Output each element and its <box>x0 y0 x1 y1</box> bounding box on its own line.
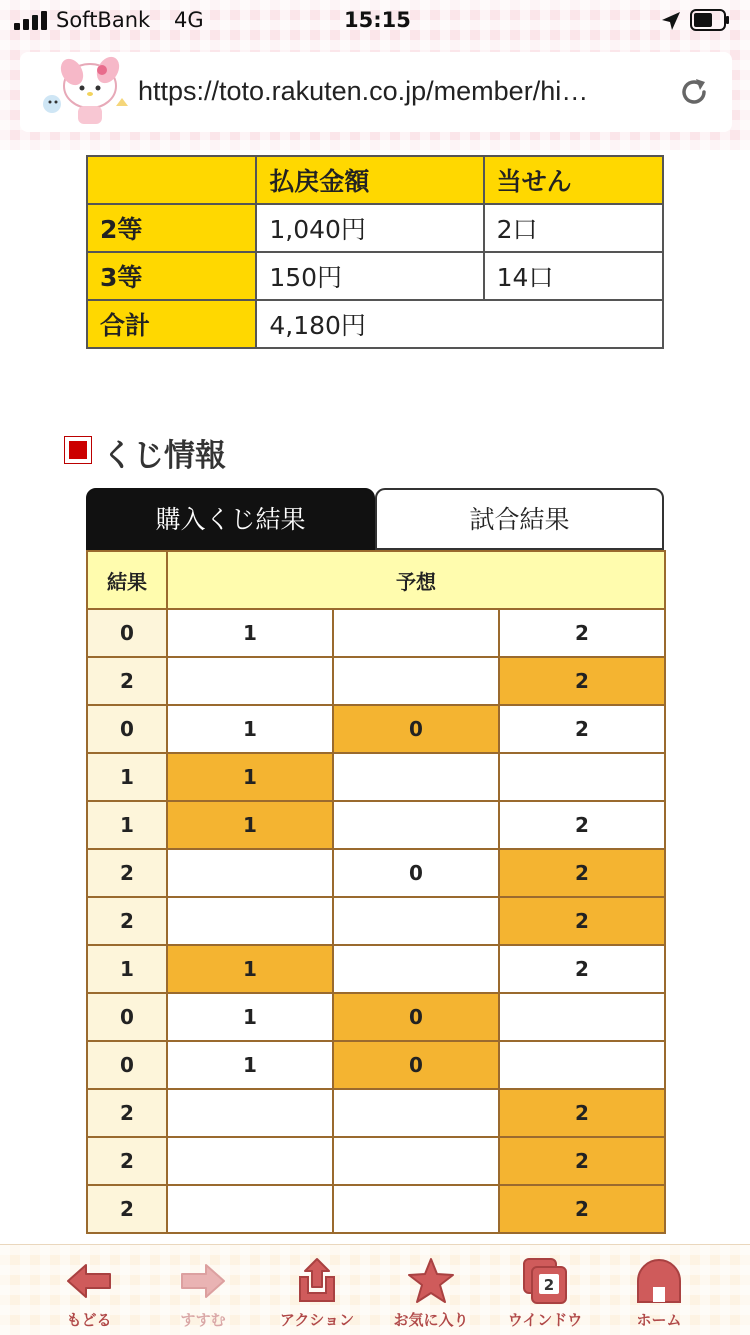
home-button[interactable] <box>602 1245 716 1335</box>
payout-header-row <box>87 156 663 204</box>
grid-result-cell: 1 <box>87 753 167 801</box>
grid-prediction-cell: 1 <box>167 705 333 753</box>
grid-prediction-cell <box>499 993 665 1041</box>
grid-prediction-cell: 2 <box>499 1137 665 1185</box>
battery-icon <box>690 9 730 31</box>
grid-prediction-cell <box>499 753 665 801</box>
grid-prediction-cell <box>333 1089 499 1137</box>
favorites-button[interactable] <box>374 1245 488 1335</box>
grid-header-result: 結果 <box>87 551 167 609</box>
bottom-toolbar <box>0 1244 750 1335</box>
grid-prediction-cell: 0 <box>333 705 499 753</box>
payout-total-label: 合計 <box>87 300 256 348</box>
grid-prediction-cell: 0 <box>333 993 499 1041</box>
tab-match-results[interactable]: 試合結果 <box>375 488 664 550</box>
mascot-logo-icon <box>32 56 134 128</box>
grid-prediction-cell: 1 <box>167 801 333 849</box>
grid-header-row <box>87 551 665 609</box>
grid-row <box>87 897 665 945</box>
grid-row <box>87 849 665 897</box>
grid-prediction-cell: 1 <box>167 945 333 993</box>
grid-row <box>87 753 665 801</box>
grid-result-cell: 2 <box>87 1185 167 1233</box>
payout-grade: 3等 <box>87 252 256 300</box>
results-grid <box>86 550 666 1234</box>
payout-winners: 14口 <box>484 252 663 300</box>
forward-button[interactable] <box>146 1245 260 1335</box>
grid-row <box>87 1041 665 1089</box>
payout-header-winners: 当せん <box>484 156 663 204</box>
grid-result-cell: 2 <box>87 897 167 945</box>
grid-prediction-cell <box>167 657 333 705</box>
network-type: 4G <box>174 8 204 32</box>
grid-prediction-cell <box>167 1185 333 1233</box>
window-label: ウインドウ <box>507 1311 583 1329</box>
grid-row <box>87 609 665 657</box>
grid-prediction-cell: 2 <box>499 849 665 897</box>
grid-result-cell: 2 <box>87 1137 167 1185</box>
grid-prediction-cell <box>333 753 499 801</box>
reload-icon[interactable] <box>676 74 712 110</box>
payout-amount: 150円 <box>256 252 483 300</box>
grid-row <box>87 1089 665 1137</box>
payout-row <box>87 204 663 252</box>
grid-prediction-cell: 2 <box>499 705 665 753</box>
grid-prediction-cell <box>167 849 333 897</box>
payout-winners: 2口 <box>484 204 663 252</box>
grid-prediction-cell <box>333 897 499 945</box>
grid-prediction-cell: 1 <box>167 609 333 657</box>
grid-prediction-cell <box>333 1137 499 1185</box>
payout-amount: 1,040円 <box>256 204 483 252</box>
browser-header <box>0 0 750 150</box>
grid-prediction-cell <box>167 1137 333 1185</box>
payout-total-row <box>87 300 663 348</box>
grid-row <box>87 705 665 753</box>
grid-result-cell: 0 <box>87 609 167 657</box>
grid-result-cell: 2 <box>87 849 167 897</box>
grid-prediction-cell: 2 <box>499 897 665 945</box>
url-text[interactable]: https://toto.rakuten.co.jp/member/hi… <box>138 76 589 106</box>
share-icon <box>292 1257 342 1305</box>
grid-result-cell: 0 <box>87 705 167 753</box>
grid-prediction-cell <box>333 609 499 657</box>
payout-header-blank <box>87 156 256 204</box>
status-bar <box>0 0 750 42</box>
payout-total-amount: 4,180円 <box>256 300 663 348</box>
home-icon <box>634 1257 684 1305</box>
grid-row <box>87 993 665 1041</box>
home-label: ホーム <box>636 1311 682 1329</box>
grid-row <box>87 657 665 705</box>
window-stack-icon <box>520 1257 570 1305</box>
grid-prediction-cell <box>333 945 499 993</box>
back-arrow-icon <box>64 1257 114 1305</box>
grid-result-cell: 0 <box>87 993 167 1041</box>
signal-strength-icon <box>14 10 50 30</box>
status-time: 15:15 <box>344 8 411 32</box>
grid-prediction-cell: 0 <box>333 1041 499 1089</box>
action-label: アクション <box>279 1311 355 1329</box>
section-title: くじ情報 <box>102 438 226 474</box>
grid-prediction-cell: 2 <box>499 945 665 993</box>
tab-purchased-results[interactable]: 購入くじ結果 <box>86 488 375 550</box>
grid-prediction-cell: 2 <box>499 1185 665 1233</box>
grid-prediction-cell: 0 <box>333 849 499 897</box>
grid-prediction-cell <box>167 897 333 945</box>
grid-row <box>87 945 665 993</box>
grid-result-cell: 2 <box>87 1089 167 1137</box>
grid-result-cell: 1 <box>87 801 167 849</box>
grid-prediction-cell <box>167 1089 333 1137</box>
payout-table <box>86 155 664 349</box>
favorites-label: お気に入り <box>393 1311 469 1329</box>
grid-prediction-cell <box>333 657 499 705</box>
back-button[interactable] <box>32 1245 146 1335</box>
grid-prediction-cell: 1 <box>167 1041 333 1089</box>
grid-result-cell: 0 <box>87 1041 167 1089</box>
grid-prediction-cell: 2 <box>499 657 665 705</box>
back-label: もどる <box>66 1311 112 1329</box>
red-square-bullet-icon <box>64 436 92 464</box>
payout-header-amount: 払戻金額 <box>256 156 483 204</box>
forward-arrow-icon <box>178 1257 228 1305</box>
grid-prediction-cell: 2 <box>499 1089 665 1137</box>
grid-prediction-cell <box>333 801 499 849</box>
forward-label: すすむ <box>180 1311 226 1329</box>
payout-row <box>87 252 663 300</box>
grid-prediction-cell: 1 <box>167 993 333 1041</box>
grid-row <box>87 801 665 849</box>
grid-row <box>87 1137 665 1185</box>
grid-prediction-cell: 1 <box>167 753 333 801</box>
grid-row <box>87 1185 665 1233</box>
window-count: 2 <box>543 1276 555 1294</box>
grid-result-cell: 2 <box>87 657 167 705</box>
action-button[interactable] <box>260 1245 374 1335</box>
grid-result-cell: 1 <box>87 945 167 993</box>
grid-prediction-cell <box>333 1185 499 1233</box>
location-arrow-icon <box>660 10 682 32</box>
payout-grade: 2等 <box>87 204 256 252</box>
star-icon <box>406 1257 456 1305</box>
url-bar[interactable] <box>20 52 732 132</box>
grid-header-prediction: 予想 <box>167 551 665 609</box>
carrier-name: SoftBank <box>56 8 151 32</box>
grid-prediction-cell: 2 <box>499 609 665 657</box>
grid-prediction-cell <box>499 1041 665 1089</box>
grid-prediction-cell: 2 <box>499 801 665 849</box>
window-button[interactable] <box>488 1245 602 1335</box>
